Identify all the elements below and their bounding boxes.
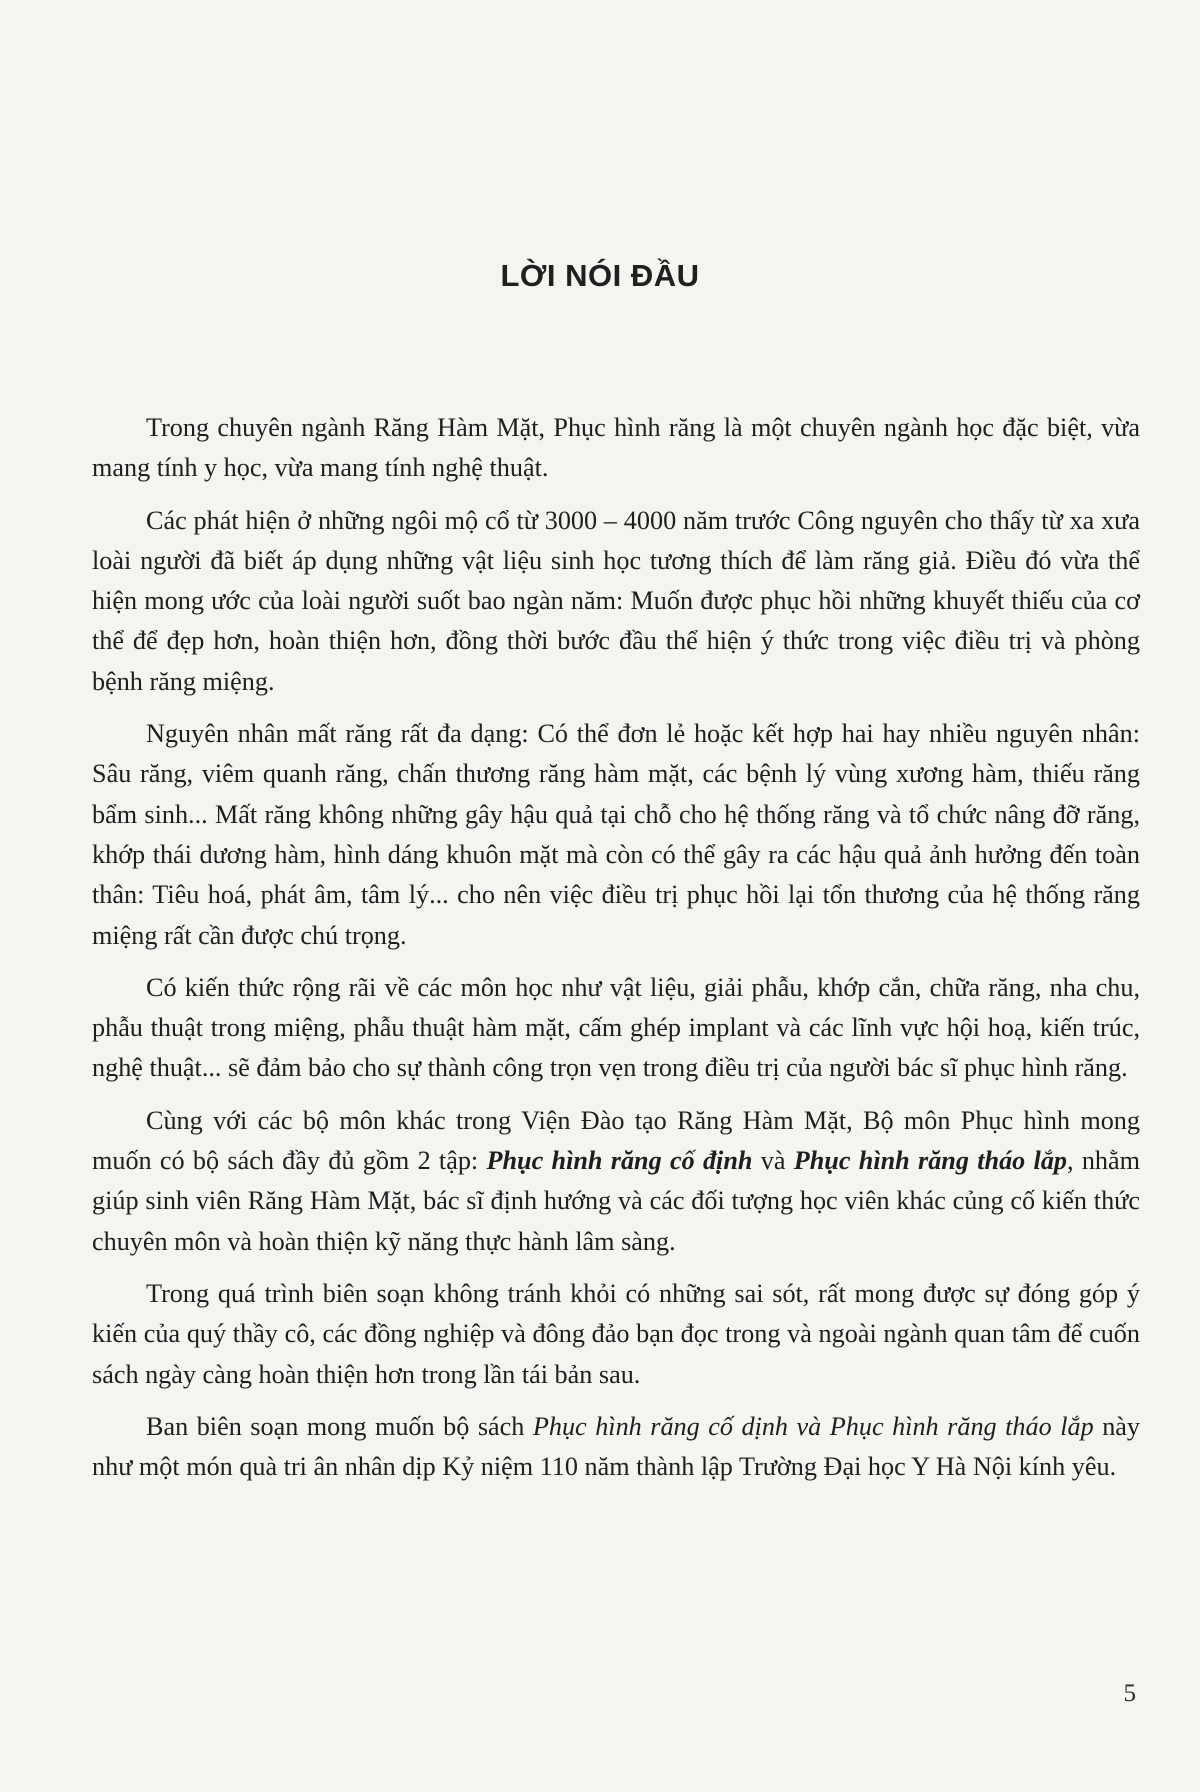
book-series-title: Phục hình răng cố dịnh và Phục hình răng tháo lắp xyxy=(532,1411,1094,1441)
paragraph-4: Có kiến thức rộng rãi về các môn học như vật liệu, giải phẫu, khớp cắn, chữa răng, nha chu, phẫu thuật trong miệng, phẫu thuật hàm mặt, cấm ghép implant và các lĩnh vực hội hoạ, kiến trúc, nghệ thuật... sẽ đảm bảo cho sự thành công trọn vẹn trong điều trị của người bác sĩ phục hình răng. xyxy=(92,972,1140,1083)
paragraph-2: Các phát hiện ở những ngôi mộ cổ từ 3000 – 4000 năm trước Công nguyên cho thấy từ xa xưa loài người đã biết áp dụng những vật liệu sinh học tương thích để làm răng giả. Điều đó vừa thể hiện mong ước của loài người suốt bao ngàn năm: Muốn được phục hồi những khuyết thiếu của cơ thể để đẹp hơn, hoàn thiện hơn, đồng thời bước đầu thể hiện ý thức trong việc điều trị và phòng bệnh răng miệng. xyxy=(92,505,1140,696)
book-title-fixed-prosthodontics: Phục hình răng cố định xyxy=(486,1146,753,1176)
paragraph-6: Trong quá trình biên soạn không tránh khỏi có những sai sót, rất mong được sự đóng góp ý kiến của quý thầy cô, các đồng nghiệp và đông đảo bạn đọc trong và ngoài ngành quan tâm để cuốn sách ngày càng hoàn thiện hơn trong lần tái bản sau. xyxy=(92,1278,1140,1389)
paragraph-3: Nguyên nhân mất răng rất đa dạng: Có thể đơn lẻ hoặc kết hợp hai hay nhiều nguyên nhân: Sâu răng, viêm quanh răng, chấn thương răng hàm mặt, các bệnh lý vùng xương hàm, thiếu răng bẩm sinh... Mất răng không những gây hậu quả tại chỗ cho hệ thống răng và tổ chức nâng đỡ răng, khớp thái dương hàm, hình dáng khuôn mặt mà còn có thể gây ra các hậu quả ảnh hưởng đến toàn thân: Tiêu hoá, phát âm, tâm lý... cho nên việc điều trị phục hồi lại tổn thương của hệ thống răng miệng rất cần được chú trọng. xyxy=(92,719,1140,950)
preface-body xyxy=(92,408,1140,1499)
paragraph-5 xyxy=(92,1101,1140,1262)
paragraph-1: Trong chuyên ngành Răng Hàm Mặt, Phục hình răng là một chuyên ngành học đặc biệt, vừa mang tính y học, vừa mang tính nghệ thuật. xyxy=(92,413,1140,483)
book-title-removable-prosthodontics: Phục hình răng tháo lắp xyxy=(793,1146,1068,1176)
paragraph-7-text-a: Ban biên soạn mong muốn bộ sách xyxy=(146,1411,533,1441)
paragraph-5-text-b: , nhằm giúp sinh viên Răng Hàm Mặt, bác sĩ định hướng và các đối tượng học viên khác củng cố kiến thức chuyên môn và hoàn thiện kỹ năng thực hành lâm sàng. xyxy=(92,1146,1141,1256)
paragraph-7 xyxy=(92,1407,1140,1488)
page-title: LỜI NÓI ĐẦU xyxy=(500,258,700,293)
paragraph-5-conjunction: và xyxy=(752,1146,794,1176)
paragraph-7-text-b: này như một món quà tri ân nhân dịp Kỷ niệm 110 năm thành lập Trường Đại học Y Hà Nội kính yêu. xyxy=(92,1411,1141,1482)
page-number: 5 xyxy=(1123,1680,1136,1707)
paragraph-5-text-a: Cùng với các bộ môn khác trong Viện Đào tạo Răng Hàm Mặt, Bộ môn Phục hình mong muốn có bộ sách đầy đủ gồm 2 tập: xyxy=(92,1105,1140,1176)
